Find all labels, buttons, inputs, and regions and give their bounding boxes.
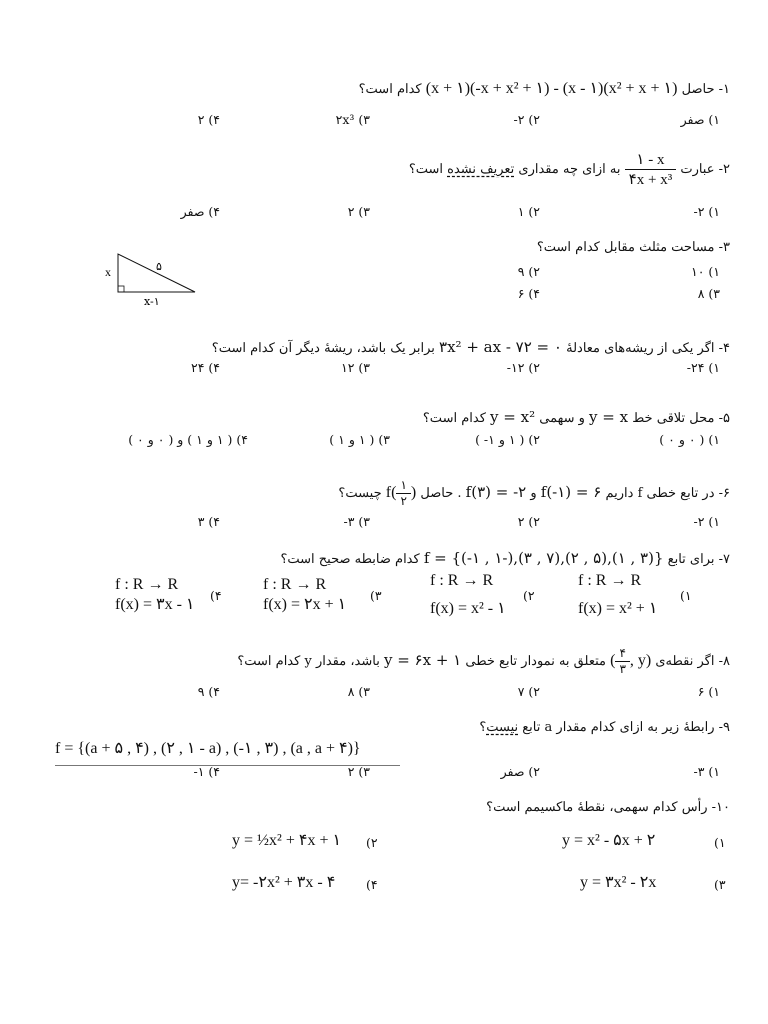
question-4-text: ۴- اگر یکی از ریشه‌های معادلهٔ	[566, 341, 730, 356]
question-8-function: y = ۶x + ۱	[383, 651, 462, 670]
question-7-text: ۷- برای تابع	[667, 552, 730, 567]
question-6-condition-1: f(-۱) = ۶	[540, 483, 602, 502]
question-7-option-3-number: ۳)	[370, 588, 382, 603]
question-1-expression: (x + ۱)(-x + x² + ۱) - (x - ۱)(x² + x + ۱)	[425, 80, 678, 97]
question-1	[359, 78, 730, 98]
question-7-tail: کدام ضابطه صحیح است؟	[280, 552, 420, 567]
question-2-fraction	[625, 150, 677, 189]
question-9	[479, 720, 730, 735]
question-3: ۳- مساحت مثلث مقابل کدام است؟	[536, 240, 730, 255]
question-6-mid: . حاصل	[420, 486, 462, 502]
question-6-option-1[interactable]: ۱) ۲-	[693, 514, 720, 529]
question-4-tail: برابر یک باشد، ریشهٔ دیگر آن کدام است؟	[211, 341, 435, 356]
question-6	[338, 478, 730, 509]
question-8	[237, 646, 730, 677]
question-7-option-1-map: f : R → R	[578, 572, 642, 589]
question-2-underlined: تعریف نشده	[447, 162, 515, 177]
question-2-option-3[interactable]: ۳) ۲	[347, 204, 370, 219]
question-6-option-3[interactable]: ۳) ۳-	[343, 514, 370, 529]
question-4-expression: ۳x² + ax - ۷۲ = ۰	[439, 338, 562, 356]
question-2-numerator: ۱ - x	[625, 150, 677, 170]
question-7-option-1-number: ۱)	[680, 588, 692, 603]
question-2-option-4[interactable]: ۴) صفر	[180, 204, 220, 219]
question-8-point-y: , y	[629, 652, 646, 670]
question-10: ۱۰- رأس کدام سهمی، نقطهٔ ماکسیمم است؟	[486, 800, 730, 815]
question-2-label: ۲- عبارت	[680, 162, 730, 177]
triangle-hypotenuse-label: ۵	[156, 260, 162, 273]
question-4	[212, 338, 730, 356]
question-9-tail: ؟	[479, 720, 487, 735]
question-7-option-4-number: ۴)	[210, 588, 222, 603]
right-angle-mark	[118, 286, 124, 292]
question-8-option-4[interactable]: ۴) ۹	[197, 684, 220, 699]
question-4-option-1[interactable]: ۱) ۲۴-	[686, 360, 720, 375]
question-5-text: ۵- محل تلاقی خط	[632, 411, 730, 426]
question-5-tail: کدام است؟	[422, 411, 486, 426]
question-2-option-2[interactable]: ۲) ۱	[517, 204, 540, 219]
question-10-option-4-expression: y= -۲x² + ۳x - ۴	[232, 874, 336, 891]
triangle-base-label: x-۱	[144, 295, 160, 308]
question-6-tail: چیست؟	[338, 486, 382, 502]
question-4-option-3[interactable]: ۳) ۱۲	[340, 360, 370, 375]
question-7-option-1-rule: f(x) = x² + ۱	[578, 600, 658, 617]
question-1-option-3[interactable]: ۳) ۲x³	[335, 112, 370, 127]
question-8-option-2[interactable]: ۲) ۷	[517, 684, 540, 699]
question-10-option-4-number: ۴)	[366, 877, 378, 892]
question-1-option-1[interactable]: ۱) صفر	[680, 112, 720, 127]
question-3-option-1[interactable]: ۱) ۱۰	[690, 264, 720, 279]
question-3-option-3[interactable]: ۳) ۸	[697, 286, 720, 301]
question-10-option-3-number: ۳)	[714, 877, 726, 892]
question-8-point-numerator: ۴	[615, 646, 629, 662]
question-2-tail-end: است؟	[408, 162, 444, 177]
question-8-text: ۸- اگر نقطه‌ی	[655, 654, 730, 670]
question-9-underlined: نیست	[486, 720, 519, 735]
question-6-text: ۶- در تابع خطی f داریم	[605, 486, 730, 502]
question-7-option-4-rule: f(x) = ۳x - ۱	[115, 596, 195, 613]
question-6-ask-numerator: ۱	[396, 478, 410, 494]
question-8-mid: متعلق به نمودار تابع خطی	[465, 654, 606, 670]
question-10-option-2-expression: y = ½x² + ۴x + ۱	[232, 832, 342, 849]
question-10-option-1-number: ۱)	[714, 835, 726, 850]
question-8-option-1[interactable]: ۱) ۶	[697, 684, 720, 699]
question-10-option-3-expression: y = ۳x² - ۲x	[580, 874, 657, 891]
question-9-option-1[interactable]: ۱) ۳-	[693, 764, 720, 779]
question-9-option-3[interactable]: ۳) ۲	[347, 764, 370, 779]
question-7-option-3-map: f : R → R	[263, 576, 327, 593]
question-7	[280, 549, 730, 567]
question-2	[409, 150, 730, 189]
triangle-figure	[100, 250, 210, 310]
question-6-and: و	[530, 486, 537, 502]
question-3-option-4[interactable]: ۴) ۶	[517, 286, 540, 301]
question-4-option-2[interactable]: ۲) ۱۲-	[506, 360, 540, 375]
question-10-option-2-number: ۲)	[366, 835, 378, 850]
question-5-line: y = x	[589, 408, 629, 426]
question-5-parabola: y = x²	[490, 408, 536, 426]
question-5-option-1[interactable]: ۱) ( ۰ و ۰ )	[659, 432, 720, 447]
question-8-tail: باشد، مقدار y کدام است؟	[237, 654, 380, 670]
question-6-option-2[interactable]: ۲) ۲	[517, 514, 540, 529]
question-7-set: f = {(-۱ , ۱-),(۳ , ۷),(۲ , ۵),(۱ , ۳)}	[423, 549, 664, 567]
question-4-option-4[interactable]: ۴) ۲۴	[190, 360, 220, 375]
question-7-option-4-map: f : R → R	[115, 576, 179, 593]
question-8-point: ( $\frac{۴}{۳}$ , y)	[610, 646, 652, 676]
question-2-denominator: ۴x + x³	[628, 172, 673, 188]
question-5-option-4[interactable]: ۴) ( ۱ و ۱ ) و ( ۰ و ۰ )	[128, 432, 248, 447]
question-1-option-2[interactable]: ۲) ۲-	[513, 112, 540, 127]
question-6-ask: f( $\frac{۱}{۲}$ )	[385, 478, 417, 508]
question-2-tail: به ازای چه مقداری	[518, 162, 621, 177]
question-9-option-4[interactable]: ۴) ۱-	[193, 764, 220, 779]
question-9-option-2[interactable]: ۲) صفر	[500, 764, 540, 779]
question-8-option-3[interactable]: ۳) ۸	[347, 684, 370, 699]
question-7-option-2-rule: f(x) = x² - ۱	[430, 600, 506, 617]
triangle-side-label: x	[105, 265, 111, 279]
question-3-option-2[interactable]: ۲) ۹	[517, 264, 540, 279]
question-6-option-4[interactable]: ۴) ۳	[197, 514, 220, 529]
question-5	[423, 408, 730, 426]
question-6-ask-denominator: ۲	[400, 494, 407, 508]
question-1-tail: کدام است؟	[358, 82, 422, 97]
question-1-label: ۱- حاصل	[681, 82, 730, 97]
question-10-option-1-expression: y = x² - ۵x + ۲	[562, 832, 656, 849]
question-5-option-3[interactable]: ۳) ( ۱ و ۱ )	[329, 432, 390, 447]
question-1-option-4[interactable]: ۴) ۲	[197, 112, 220, 127]
question-5-mid: و سهمی	[539, 411, 585, 426]
question-5-option-2[interactable]: ۲) ( ۱ و ۱- )	[475, 432, 540, 447]
question-9-text: ۹- رابطهٔ زیر به ازای کدام مقدار a تابع	[522, 720, 730, 735]
question-7-option-2-map: f : R → R	[430, 572, 494, 589]
question-9-set: f = {(a + ۵ , ۴) , (۲ , ۱ - a) , (-۱ , ۳) , (a , a + ۴)}	[55, 740, 361, 757]
question-7-option-3-rule: f(x) = ۲x + ۱	[263, 596, 347, 613]
question-2-option-1[interactable]: ۱) ۲-	[693, 204, 720, 219]
question-8-point-denominator: ۳	[619, 662, 626, 676]
question-6-condition-2: f(۳) = -۲	[465, 483, 527, 502]
question-7-option-2-number: ۲)	[523, 588, 535, 603]
